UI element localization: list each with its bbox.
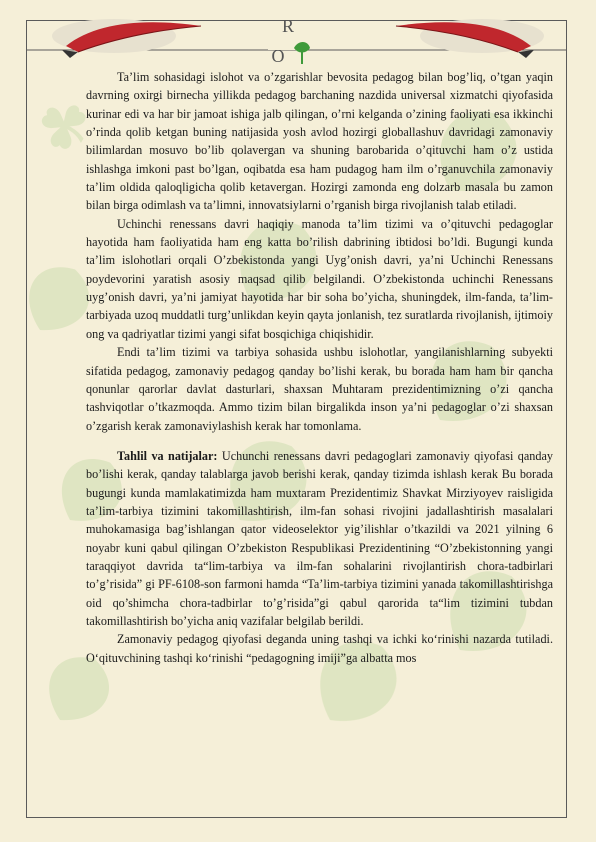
paragraph-3: Endi ta’lim tizimi va tarbiya sohasida ushbu islohotlar, yangilanishlarning subyekti sifatida pedagog, zamonaviy pedagog qanday bo’lishi kerak, bu borada ham ham bir qancha qonunlar qarorlar davlat dasturlari, shaxsan Muhtaram prezidentimizning o’zi qancha tashviqotlar o’tkazmoqda. Ammo tizim bilan birgalikda inson ya’ni pedagoglar o’zi shaxsan o’zgarish kerak zamonaviylashish kerak har tomonlama.	[86, 345, 553, 433]
journal-logo	[268, 16, 310, 66]
quill-left-icon	[52, 19, 201, 58]
section-heading-results: Tahlil va natijalar:	[117, 448, 218, 463]
paragraph-5: Zamonaviy pedagog qiyofasi deganda uning tashqi va ichki ko‘rinishi nazarda tutiladi. O‘qituvchining tashqi ko‘rinishi “pedagogning imiji”ga albatta mos	[86, 632, 553, 665]
article-body	[86, 68, 553, 667]
paragraph-2: Uchinchi renessans davri haqiqiy manoda ta’lim tizimi va o’qituvchi pedagoglar hayotida ham faoliyatida ham eng katta bo’rilish dabrining ibtidosi bo’ldi. Bugungi kunda ta’lim islohotlari orqali O’zbekistonda yangi Uyg’onish davri, ya’ni Uchinchi Renessans poydevorini yaratish asosiy maqsad qilib belgilandi. O’zbekistonda uchinchi Renessans uyg’onish davri, ya’ni jamiyat hayotida har bir soha bo’yicha, shuningdek, ilm-fanda, ta’lim-tarbiyada uzoq muddatli turg’unlikdan keyin qayta jonlanish, tez suratlarda rivojlanish, ijtimoiy ong va qadriyatlar tizimi yangi sifat bosqichiga chiqishidir.	[86, 216, 553, 341]
paragraph-1: Ta’lim sohasidagi islohot va o’zgarishlar bevosita pedagog bilan bog’liq, o’tgan yaqin davrning oxirgi birnecha yillikda pedagog barchaning nazdida universal xizmatchi qiyofasida kurinar edi va har bir jamoat ishiga jalb qilingan, o’rni kelganda o’zining faoliyati esa ikkinchi o’rinda qolib ketgan buning natijasida yosh avlod hozirgi globallashuv davridagi zamonaviy bilimlardan mosuvo bo’lib qolavergan va shuning barobarida o’qituvchi ham o’z ustida ishlashga imkoni past bo’lgan, oqibatda esa ham pudagog ham ilm o’rganuvchila zamonaviy ta’lim oldida qaloqligicha qolib ketavergan. Hozirgi zamonda eng dolzarb masala bu zamon bilan birga odimlash va ta’limni, innovatsiylarni o’rganish birga rivojlanish talab etiladi.	[86, 70, 553, 213]
logo-letter-o: O	[271, 46, 285, 66]
svg-text:☘: ☘	[23, 86, 109, 167]
logo-letter-r: R	[281, 16, 295, 36]
results-text: Uchunchi renessans davri pedagoglari zamonaviy qiyofasi qanday bo’lishi kerak, qanday talablarga javob berishi kerak, qanday tizimda ishlash kerak Bu borada bugungi kunda mamlakatimizda ham muxtaram Prezidentimiz Shavkat Mirziyoyev raisligida ta’lim-tarbiya tizimini takomillashtirish, ilm-fan sohasi rivojini jadallashtirish masalalari muhokamasiga bag’ishlangan qator videoselektor yig’ilishlar o’tkazildi va 2021 yilning 6 noyabr kuni qabul qilingan O’zbekiston Respublikasi Prezidentining “O’zbekistonning yangi taraqqiyot davrida ta“lim-tarbiya va ilm-fan sohalarini rivojlantirish chora-tadbirlari to’g’risida” gi PF-6108-son farmoni hamda “Ta’lim-tarbiya tizimini yanada takomillashtirishga oid qo’shimcha chora-tadbirlar to’g’risida”gi qabul qarorida ta“lim tizimini tubdan takomillashtirish bo’yicha aniq vazifalar belgilab berildi.	[86, 448, 553, 628]
quill-right-icon	[396, 19, 544, 58]
page-header	[26, 8, 567, 68]
paragraph-results	[86, 447, 553, 630]
